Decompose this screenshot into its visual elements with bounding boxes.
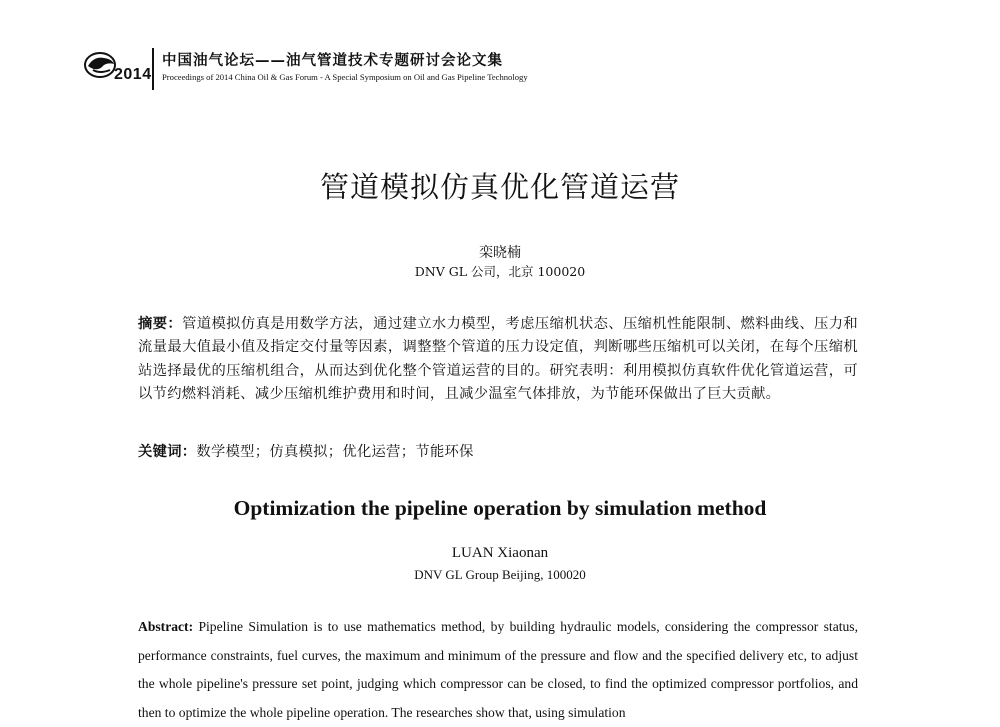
- abstract-label-en: Abstract:: [138, 619, 194, 634]
- keywords-text-cn: 数学模型；仿真模拟；优化运营；节能环保: [196, 444, 474, 460]
- proceedings-header: [84, 44, 784, 90]
- paper-title-en: Optimization the pipeline operation by simulation method: [233, 496, 767, 520]
- forum-logo-icon: [84, 50, 118, 80]
- keywords-cn: [138, 441, 858, 461]
- author-en: LUAN Xiaonan: [451, 545, 549, 561]
- abstract-en: [138, 613, 858, 727]
- abstract-cn: [138, 313, 858, 407]
- proceedings-title-en: Proceedings of 2014 China Oil & Gas Forum - A Special Symposium on Oil and Gas Pipeline Technology: [162, 72, 528, 82]
- header-year: 2014: [114, 66, 152, 83]
- paper-title-cn: 管道模拟仿真优化管道运营: [319, 170, 680, 204]
- header-divider: [152, 48, 154, 90]
- keywords-label-cn: 关键词：: [138, 444, 197, 460]
- affiliation-en: DNV GL Group Beijing, 100020: [414, 567, 586, 582]
- affiliation-cn: DNV GL 公司，北京 100020: [414, 264, 586, 279]
- proceedings-title-cn: 中国油气论坛——油气管道技术专题研讨会论文集: [162, 53, 503, 69]
- author-cn: 栾晓楠: [479, 245, 521, 261]
- abstract-text-en: Pipeline Simulation is to use mathematics method, by building hydraulic models, considering the compressor status, performance constraints, fuel curves, the maximum and minimum of the pressure and flow and the specified delivery etc, to adjust the whole pipeline's pressure set point, judging which compressor can be closed, to find the optimized compressor portfolios, and then to optimize the whole pipeline operation. The researches show that, using simulation: [138, 619, 858, 720]
- abstract-text-cn: 管道模拟仿真是用数学方法，通过建立水力模型，考虑压缩机状态、压缩机性能限制、燃料曲线、压力和流量最大值最小值及指定交付量等因素，调整整个管道的压力设定值，判断哪些压缩机可以关闭，在每个压缩机站选择最优的压缩机组合，从而达到优化整个管道运营的目的。研究表明：利用模拟仿真软件优化管道运营，可以节约燃料消耗、减少压缩机维护费用和时间，且减少温室气体排放，为节能环保做出了巨大贡献。: [138, 316, 858, 403]
- abstract-label-cn: 摘要：: [138, 316, 183, 332]
